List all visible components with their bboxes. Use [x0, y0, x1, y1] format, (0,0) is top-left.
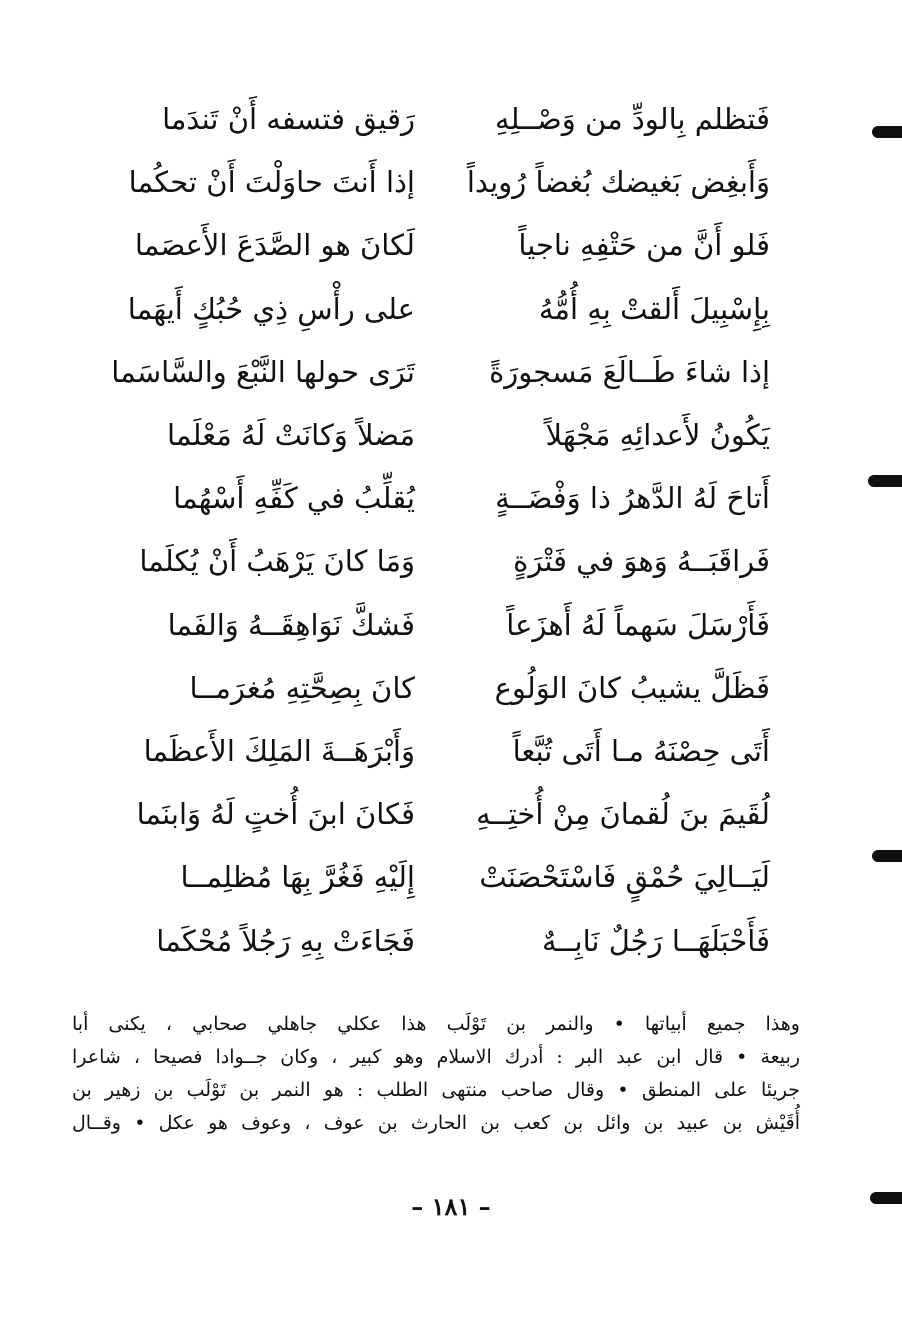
verse — [150, 657, 770, 720]
verse-first-hemistich: وَأَبغِض بَغيضك بُغضاً رُويداً — [466, 165, 770, 200]
margin-ink-mark — [870, 1192, 902, 1204]
verse-second-hemistich: رَقيق فتسفه أَنْ تَندَما — [162, 102, 415, 137]
verse-second-hemistich: يُقلِّبُ في كَفِّهِ أَسْهُما — [173, 481, 415, 516]
verse-first-hemistich: أَتَى حِصْنَهُ مـا أَتَى تُبَّعاً — [512, 733, 770, 768]
prose-line: أُقَيْش بن عبيد بن وائل بن كعب بن الحارث بن عوف ، وعوف هو عكل • وقــال — [72, 1112, 800, 1134]
verse — [111, 341, 770, 404]
verse-first-hemistich: فَظَلَّ يشيبُ كانَ الوَلُوع — [494, 670, 770, 705]
verse-second-hemistich: كانَ بِصِحَّتِهِ مُغرَمــا — [189, 670, 415, 705]
poem — [111, 88, 770, 973]
verse-second-hemistich: فَجَاءَتْ بِهِ رَجُلاً مُحْكَما — [156, 923, 415, 958]
verse — [150, 909, 770, 972]
margin-ink-mark — [868, 475, 902, 487]
page-number: – ١٨١ – — [411, 1192, 491, 1221]
verse — [136, 783, 770, 846]
prose-paragraph — [72, 1008, 800, 1140]
verse-second-hemistich: لَكانَ هو الصَّدَعَ الأَعصَما — [134, 228, 415, 263]
prose-line: جريئا على المنطق • وقال صاحب منتهى الطلب : هو النمر بن تَوْلَب بن زهير بن — [72, 1079, 800, 1101]
verse — [150, 404, 770, 467]
verse-first-hemistich: فَراقَبَــهُ وَهوَ في فَتْرَةٍ — [513, 544, 770, 579]
verse — [134, 214, 770, 277]
verse-second-hemistich: فَشكَّ نَوَاهِقَــهُ وَالفَما — [167, 607, 415, 642]
verse-first-hemistich: لَيَــالِيَ حُمْقٍ فَاسْتَحْصَنَتْ — [479, 860, 770, 895]
verse-first-hemistich: أَتاحَ لَهُ الدَّهرُ ذا وَفْضَــةٍ — [495, 481, 770, 516]
verse-second-hemistich: على رأْسِ ذِي حُبُكٍ أَيهَما — [127, 291, 415, 326]
verse-second-hemistich: مَضلاً وَكانَتْ لَهُ مَعْلَما — [167, 418, 415, 453]
verse — [150, 88, 770, 151]
verse-second-hemistich: إذا أَنتَ حاوَلْتَ أَنْ تحكُما — [128, 165, 415, 200]
verse-first-hemistich: فَأَحْبَلَهَــا رَجُلٌ نَابِــهٌ — [541, 923, 770, 958]
verse — [150, 846, 770, 909]
verse-second-hemistich: فَكانَ ابنَ أُختٍ لَهُ وَابنَما — [136, 797, 415, 832]
verse — [127, 278, 770, 341]
verse — [150, 594, 770, 657]
verse-first-hemistich: فَأَرْسَلَ سَهماً لَهُ أَهزَعاً — [506, 607, 770, 642]
prose-line: وهذا جميع أبياتها • والنمر بن تَوْلَب هذا عكلي جاهلي صحابي ، يكنى أبا — [72, 1013, 800, 1035]
verse-second-hemistich: وَأَبْرَهَــةَ المَلِكَ الأَعظَما — [143, 733, 415, 768]
verse-first-hemistich: بِإِسْبِيلَ أَلقتْ بِهِ أُمُّهُ — [538, 291, 770, 326]
verse — [128, 151, 770, 214]
verse-second-hemistich: إِلَيْهِ فَغُرَّ بِهَا مُظلِمــا — [180, 860, 415, 895]
verse-first-hemistich: يَكُونُ لأَعدائِهِ مَجْهَلاً — [545, 418, 770, 453]
verse-second-hemistich: تَرَى حولها النَّبْعَ والسَّاسَما — [111, 354, 415, 389]
margin-ink-mark — [872, 126, 902, 138]
verse-first-hemistich: إذا شاءَ طَــالَعَ مَسجورَةً — [489, 354, 770, 389]
verse — [139, 530, 770, 593]
verse — [143, 720, 770, 783]
prose-line: ربيعة • قال ابن عبد البر : أدرك الاسلام وهو كبير ، وكان جــوادا فصيحا ، شاعرا — [72, 1046, 800, 1068]
verse-second-hemistich: وَمَا كانَ يَرْهَبُ أَنْ يُكلَما — [139, 544, 415, 579]
verse-first-hemistich: فَتظلم بِالودِّ من وَصْــلِهِ — [495, 102, 770, 137]
verse-first-hemistich: لُقَيمَ بنَ لُقمانَ مِنْ أُختِــهِ — [476, 797, 770, 832]
verse-first-hemistich: فَلو أَنَّ من حَتْفِهِ ناجياً — [518, 228, 770, 263]
verse — [150, 467, 770, 530]
margin-ink-mark — [872, 850, 902, 862]
